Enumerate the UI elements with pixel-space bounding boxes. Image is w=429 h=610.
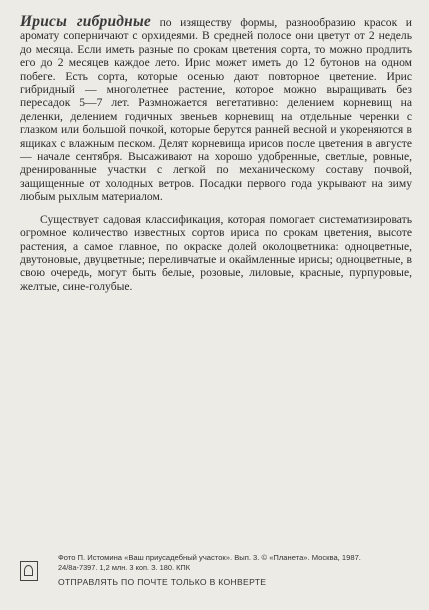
article [20,15,412,293]
paragraph-1 [20,15,412,204]
paragraph-2: Существует садовая классификация, которая помогает систематизировать огромное количество известных сортов ириса по срокам цветения, высоте растения, а самое главное, по окраске долей околоцветника: одноцветные, двутоновые, двуцветные; переливчатые и окаймленные ирисы; одноцветные, в свою очередь, могут быть белые, розовые, лиловые, красные, пурпуровые, желтые, сине-голубые. [20,212,412,293]
planeta-logo-icon [20,561,38,581]
article-title: Ирисы гибридные [20,13,151,30]
print-info: 24/8а-7397. 1,2 млн. 3 коп. З. 180. КПК [58,563,191,572]
footer-text [58,553,412,587]
envelope-note: ОТПРАВЛЯТЬ ПО ПОЧТЕ ТОЛЬКО В КОНВЕРТЕ [58,577,267,587]
paragraph-1-text: по изяществу формы, разнообразию красок и аромату соперничают с орхидеями. В средней полосе они цветут от 2 недель до месяца. Если иметь разные по срокам цветения сорта, то можно продлить его до 2 месяцев каждое лето. Ирис может иметь до 12 бутонов на одном побеге. Есть сорта, которые осенью дают повторное цветение. Ирис гибридный — многолетнее растение, которое можно выращивать без пересадок 5—7 лет. Размножается вегетативно: делением корневищ на деленки, делением годичных звеньев корневищ на отдельные черенки с глазком или большой почкой, которые берутся ранней весной и укореняются в ящиках с влажным песком. Делят корневища ирисов после цветения в августе — начале сентября. Высаживают на хорошо удобренные, светлые, ровные, дренированные участки с легкой по механическому составу почвой, защищенные от холодных ветров. Посадки первого года укрывают на зиму любым рыхлым материалом. [20,16,412,204]
photo-credit: Фото П. Истомина «Ваш приусадебный участок». Вып. 3. © «Планета». Москва, 1987. [58,553,361,562]
logo-mark [24,565,33,576]
